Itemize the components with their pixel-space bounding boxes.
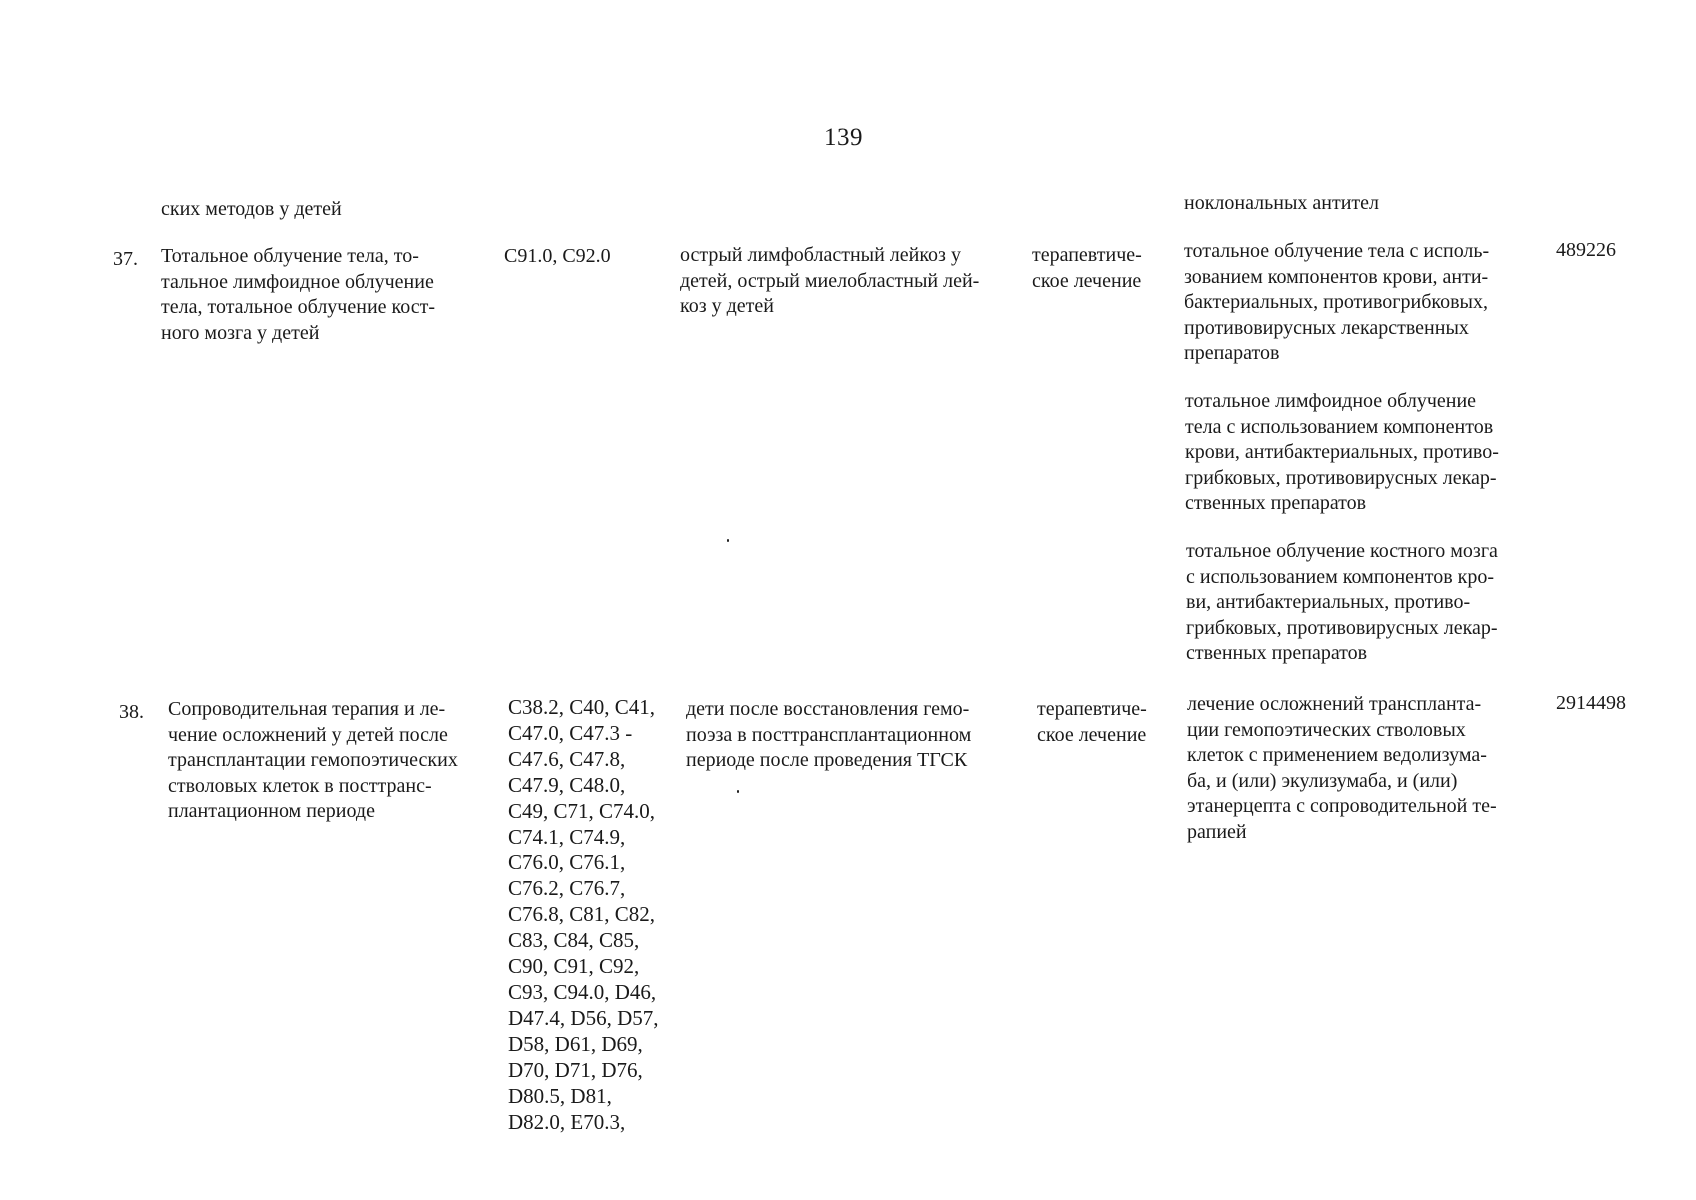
- treatment-method: [1185, 389, 1499, 517]
- treatment-method-line: ции гемопоэтических стволовых: [1187, 718, 1466, 741]
- icd-codes-line: D58, D61, D69,: [508, 1031, 643, 1056]
- treatment-method-line: клеток с применением ведолизума-: [1187, 744, 1487, 766]
- procedure-name-line: тальное лимфоидное облучение: [161, 270, 434, 293]
- treatment-type-line: терапевтиче-: [1037, 698, 1147, 720]
- treatment-method-line: препаратов: [1184, 342, 1280, 364]
- treatment-method-line: ственных препаратов: [1185, 492, 1367, 514]
- treatment-method-line: зованием компонентов крови, анти-: [1184, 265, 1489, 288]
- treatment-method-line: лечение осложнений транспланта-: [1187, 693, 1482, 715]
- icd-codes-line: D70, D71, D76,: [508, 1057, 643, 1082]
- patient-model-line: острый лимфобластный лейкоз у: [680, 244, 961, 266]
- treatment-method-line: тела с использованием компонентов: [1185, 415, 1494, 438]
- patient-model: [686, 697, 971, 774]
- cost-value: 2914498: [1556, 692, 1626, 714]
- icd-codes-line: C49, C71, C74.0,: [508, 798, 656, 823]
- treatment-type-line: ское лечение: [1037, 723, 1147, 746]
- treatment-method-line: ви, антибактериальных, противо-: [1186, 591, 1471, 613]
- patient-model-line: периоде после проведения ТГСК: [686, 749, 968, 771]
- icd-codes-line: C76.8, C81, C82,: [508, 902, 656, 927]
- patient-model-line: поэза в посттрансплантационном: [686, 723, 972, 746]
- treatment-method-line: ба, и (или) экулизумаба, и (или): [1187, 769, 1458, 792]
- patient-model-line: детей, острый миелобластный лей-: [680, 269, 980, 292]
- patient-model-line: коз у детей: [680, 295, 774, 317]
- treatment-method-line: грибковых, противовирусных лекар-: [1185, 466, 1497, 489]
- treatment-method: [1187, 692, 1497, 845]
- icd-codes-line: D82.0, E70.3,: [508, 1109, 626, 1134]
- procedure-name: [161, 244, 435, 346]
- procedure-name-line: трансплантации гемопоэтических: [168, 749, 458, 771]
- continued-method-text: ноклональных антител: [1184, 192, 1380, 214]
- procedure-name: [168, 697, 458, 825]
- treatment-method-line: тотальное лимфоидное облучение: [1185, 390, 1477, 412]
- treatment-type: [1032, 243, 1142, 294]
- treatment-method-line: грибковых, противовирусных лекар-: [1186, 616, 1498, 639]
- icd-codes-line: C47.9, C48.0,: [508, 772, 626, 797]
- scan-speck: [737, 790, 739, 793]
- icd-codes-line: C83, C84, C85,: [508, 928, 640, 953]
- icd-codes: [504, 244, 611, 270]
- icd-codes-line: C74.1, C74.9,: [508, 824, 626, 849]
- icd-codes: [508, 695, 659, 1135]
- treatment-method-line: бактериальных, противогрибковых,: [1184, 291, 1488, 313]
- icd-codes-line: D80.5, D81,: [508, 1083, 612, 1108]
- icd-codes-line: C38.2, C40, C41,: [508, 695, 656, 719]
- icd-codes-line: C91.0, C92.0: [504, 245, 611, 267]
- treatment-method: [1186, 539, 1498, 667]
- treatment-method-line: тотальное облучение тела с исполь-: [1184, 240, 1490, 262]
- treatment-method-line: крови, антибактериальных, противо-: [1185, 441, 1499, 463]
- treatment-method-line: противовирусных лекарственных: [1184, 316, 1469, 339]
- row-number: 38.: [119, 701, 144, 723]
- continued-name-text: ских методов у детей: [161, 198, 342, 220]
- icd-codes-line: C76.0, C76.1,: [508, 850, 626, 875]
- icd-codes-line: C47.0, C47.3 -: [508, 720, 633, 745]
- patient-model: [680, 243, 979, 320]
- patient-model-line: дети после восстановления гемо-: [686, 698, 970, 720]
- treatment-method-line: тотальное облучение костного мозга: [1186, 540, 1498, 562]
- icd-codes-line: C90, C91, C92,: [508, 954, 640, 979]
- procedure-name-line: тела, тотальное облучение кост-: [161, 296, 436, 318]
- procedure-name-line: ного мозга у детей: [161, 321, 320, 344]
- treatment-type: [1037, 697, 1147, 748]
- procedure-name-line: чение осложнений у детей после: [168, 723, 448, 746]
- treatment-method-line: ственных препаратов: [1186, 642, 1368, 664]
- treatment-method-line: рапией: [1187, 820, 1247, 843]
- procedure-name-line: Тотальное облучение тела, то-: [161, 245, 419, 267]
- cost-value: 489226: [1556, 239, 1616, 261]
- icd-codes-line: C76.2, C76.7,: [508, 876, 626, 901]
- icd-codes-line: C47.6, C47.8,: [508, 746, 626, 771]
- icd-codes-line: D47.4, D56, D57,: [508, 1005, 659, 1030]
- row-number: 37.: [113, 248, 138, 270]
- procedure-name-line: плантационном периоде: [168, 800, 375, 822]
- icd-codes-line: C93, C94.0, D46,: [508, 979, 657, 1004]
- procedure-name-line: стволовых клеток в посттранс-: [168, 774, 432, 797]
- treatment-method: [1184, 239, 1489, 367]
- scan-speck: [727, 539, 729, 542]
- procedure-name-line: Сопроводительная терапия и ле-: [168, 698, 446, 720]
- treatment-type-line: терапевтиче-: [1032, 244, 1142, 266]
- page-number: 139: [824, 124, 863, 151]
- treatment-type-line: ское лечение: [1032, 269, 1142, 292]
- treatment-method-line: этанерцепта с сопроводительной те-: [1187, 795, 1497, 817]
- treatment-method-line: с использованием компонентов кро-: [1186, 565, 1495, 588]
